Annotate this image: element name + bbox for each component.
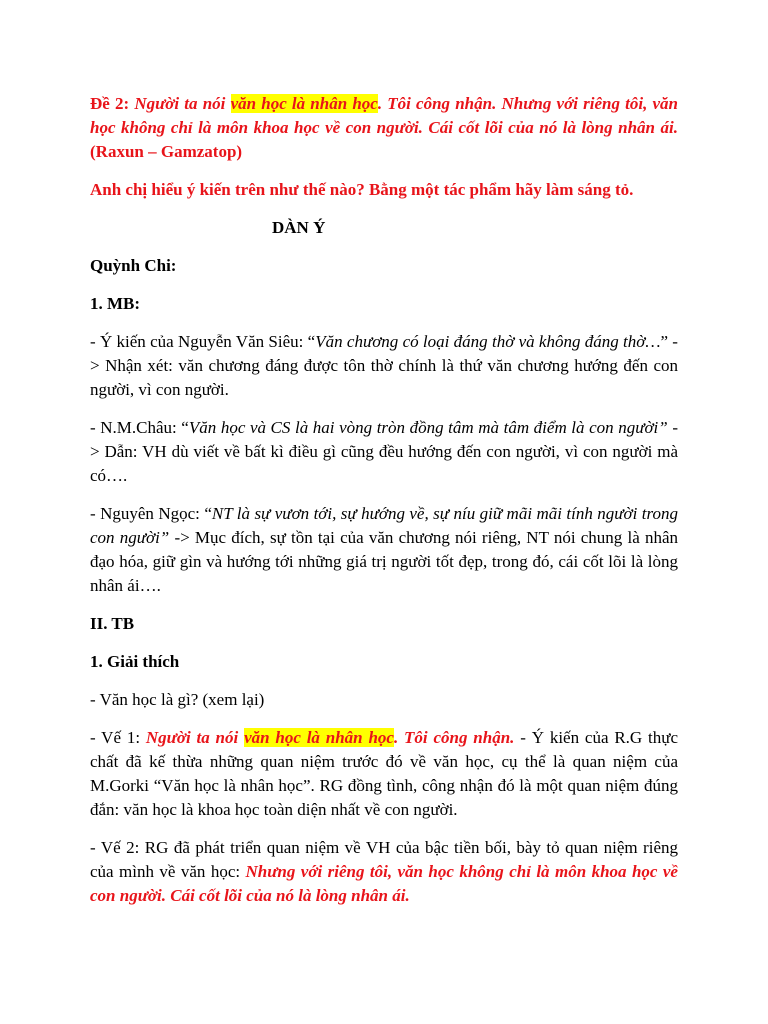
p5-intro: - Vế 1: [90, 728, 146, 747]
tb-paragraph-1: - Văn học là gì? (xem lại) [90, 690, 265, 709]
topic-label: Đề 2: [90, 94, 135, 113]
section-mb-heading: 1. MB: [90, 294, 141, 313]
section-gt-heading: 1. Giải thích [90, 652, 180, 671]
mb-paragraph-3 [90, 502, 678, 598]
p3-intro: - Nguyên Ngọc: “ [90, 504, 212, 523]
p1-quote: Văn chương có loại đáng thờ và không đáng thờ… [315, 332, 661, 351]
p5-red-2: . Tôi công nhận. [393, 728, 515, 747]
topic-paragraph [90, 92, 678, 164]
p3-comment: -> Mục đích, sự tồn tại của văn chương nói riêng, NT nói chung là nhân đạo hóa, giữ gìn và hướng tới những giá trị người tốt đẹp, trong đó, cái cốt lõi là lòng nhân ái…. [90, 528, 678, 595]
p3-quote: NT là sự vươn tới, sự hướng về, sự níu giữ mãi mãi tính người trong con người” [90, 504, 678, 547]
p5-highlight: văn học là nhân học [244, 728, 394, 747]
tb-paragraph-3 [90, 836, 678, 908]
tb-paragraph-2 [90, 726, 678, 822]
p5-red-1: Người ta nói [145, 728, 245, 747]
topic-author: (Raxun – Gamzatop) [90, 142, 243, 161]
mb-paragraph-2 [90, 416, 678, 488]
topic-task: Anh chị hiểu ý kiến trên như thế nào? Bằng một tác phẩm hãy làm sáng tỏ. [90, 180, 634, 199]
mb-paragraph-1 [90, 330, 678, 402]
p5-comment: - Ý kiến của R.G thực chất đã kế thừa những quan niệm trước đó về văn học, cụ thể là quan niệm của M.Gorki “Văn học là nhân học”. RG đồng tình, công nhận đó là một quan niệm đúng đắn: văn học là khoa học toàn diện nhất về con người. [90, 728, 678, 819]
p1-intro: - Ý kiến của Nguyễn Văn Siêu: “ [90, 332, 316, 351]
topic-quote-highlight: văn học là nhân học [230, 94, 378, 113]
p1-comment: ” -> Nhận xét: văn chương đáng được tôn thờ chính là thứ văn chương hướng đến con người, vì con người. [90, 332, 678, 399]
p6-red: Nhưng với riêng tôi, văn học không chỉ là môn khoa học về con người. Cái cốt lõi của nó là lòng nhân ái. [90, 862, 678, 905]
section-tb-heading: II. TB [90, 614, 135, 633]
student-name: Quỳnh Chi: [90, 256, 177, 275]
p2-intro: - N.M.Châu: “ [90, 418, 189, 437]
outline-title: DÀN Ý [272, 218, 326, 237]
p2-quote: Văn học và CS là hai vòng tròn đồng tâm mà tâm điểm là con người” [188, 418, 668, 437]
p6-intro: - Vế 2: RG đã phát triển quan niệm về VH của bậc tiền bối, bày tỏ quan niệm riêng của mình về văn học: [90, 838, 678, 881]
p2-comment: -> Dẫn: VH dù viết về bất kì điều gì cũng đều hướng đến con người, vì con người mà có…. [90, 418, 678, 485]
topic-quote-rest: . Tôi công nhận. Nhưng với riêng tôi, văn học không chỉ là môn khoa học về con người. Cái cốt lõi của nó là lòng nhân ái. [90, 94, 678, 137]
topic-quote-start: Người ta nói [134, 94, 231, 113]
